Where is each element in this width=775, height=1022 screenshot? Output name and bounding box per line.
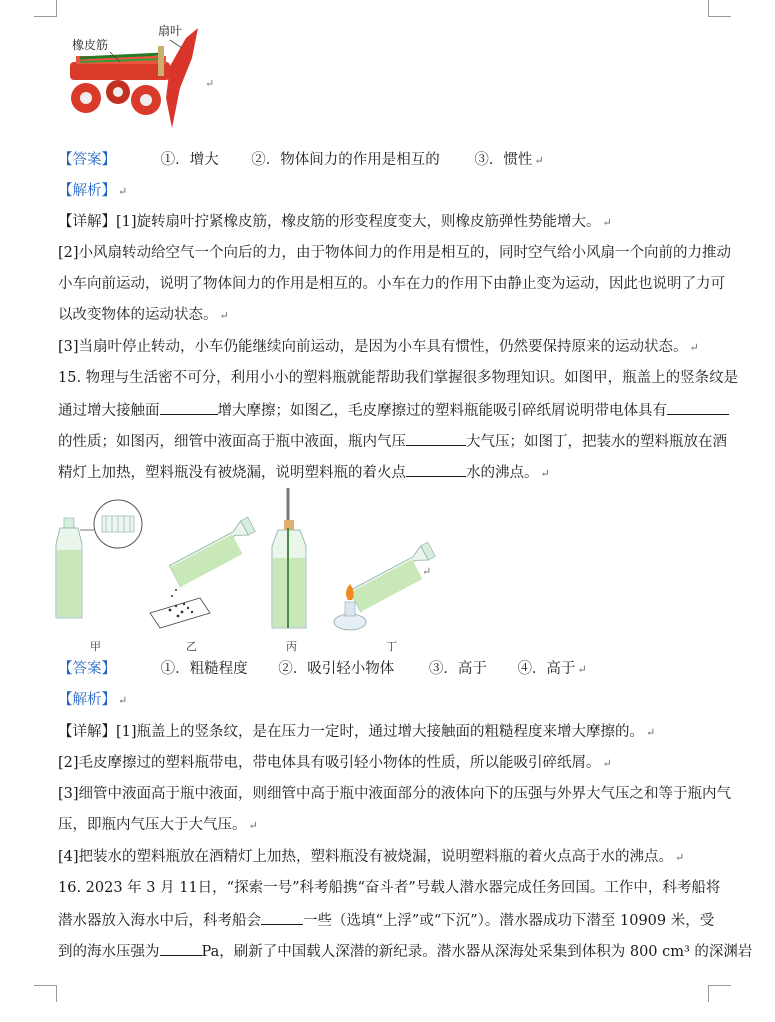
bottle-jia xyxy=(56,500,142,618)
q14-analysis-tag: 【解析】 ↵ xyxy=(58,183,128,199)
q15-detail-3b: 压，即瓶内气压大于大气压。 ↵ xyxy=(58,817,258,833)
crop-mark-bottom-left xyxy=(34,985,57,1002)
answer-tag: 【答案】 xyxy=(58,661,116,677)
q14-answer-2: ②．物体间力的作用是相互的 xyxy=(251,152,440,168)
blank-3 xyxy=(406,430,466,446)
toy-car-figure xyxy=(58,18,218,140)
q15-stem-4: 精灯上加热，塑料瓶没有被烧漏，说明塑料瓶的着火点 水的沸点。 ↵ xyxy=(58,461,550,484)
label-rubber-band: 橡皮筋 xyxy=(72,38,109,52)
q14-answer-3: ③．惯性 xyxy=(474,152,533,168)
q15-answer-line: 【答案】 ①．粗糙程度 ②．吸引轻小物体 ③．高于 ④．高于 ↵ xyxy=(58,661,587,677)
bottle-illustrations xyxy=(50,488,450,658)
flame xyxy=(346,584,354,600)
q15-answer-4: ④．高于 xyxy=(517,661,576,677)
caption-bing: 丙 xyxy=(286,640,297,653)
alcohol-lamp xyxy=(334,614,366,630)
crop-mark-top-right xyxy=(708,0,731,17)
q14-answer-1: ①．增大 xyxy=(160,152,219,168)
crop-mark-bottom-right xyxy=(708,985,731,1002)
q15-stem-1: 15. 物理与生活密不可分，利用小小的塑料瓶就能帮助我们掌握很多物理知识。如图甲，瓶盖上的竖条纹是 xyxy=(58,370,739,386)
q15-stem-3: 的性质；如图丙，细管中液面高于瓶中液面，瓶内气压 大气压；如图丁，把装水的塑料瓶放在酒 xyxy=(58,430,727,452)
blank-2 xyxy=(667,399,729,415)
bottle-yi xyxy=(167,517,262,587)
q15-detail-4: [4]把装水的塑料瓶放在酒精灯上加热，塑料瓶没有被烧漏，说明塑料瓶的着火点高于水的沸点。 ↵ xyxy=(58,849,685,865)
label-fan-blade: 扇叶 xyxy=(158,24,183,38)
q15-detail-3a: [3]细管中液面高于瓶中液面，则细管中高于瓶中液面部分的液体向下的压强与外界大气压之和等于瓶内气 xyxy=(58,786,732,802)
q15-analysis-tag: 【解析】 ↵ xyxy=(58,692,128,708)
q14-detail-2b: 小车向前运动，说明了物体间力的作用是相互的。小车在力的作用下由静止变为运动，因此也说明了力可 xyxy=(58,276,725,292)
blank-5 xyxy=(261,909,303,925)
blank-4 xyxy=(406,461,466,477)
q15-answer-3: ③．高于 xyxy=(428,661,487,677)
q14-answer-line: 【答案】 ①．增大 ②．物体间力的作用是相互的 ③．惯性 ↵ xyxy=(58,152,544,168)
paragraph-mark: ↵ xyxy=(205,77,215,90)
caption-jia: 甲 xyxy=(90,640,101,653)
q15-detail-2: [2]毛皮摩擦过的塑料瓶带电，带电体具有吸引轻小物体的性质，所以能吸引碎纸屑。 ↵ xyxy=(58,755,612,771)
bottle-figures xyxy=(50,488,450,658)
q15-answer-1: ①．粗糙程度 xyxy=(160,661,248,677)
leader-lines xyxy=(58,18,218,140)
q15-answer-2: ②．吸引轻小物体 xyxy=(278,661,395,677)
q15-stem-2: 通过增大接触面 增大摩擦；如图乙，毛皮摩擦过的塑料瓶能吸引碎纸屑说明带电体具有 xyxy=(58,399,729,421)
answer-tag: 【答案】 xyxy=(58,152,116,168)
q16-stem-3: 到的海水压强为 Pa，刷新了中国载人深潜的新纪录。潜水器从深海处采集到体积为 800 cm³ 的深渊岩 xyxy=(58,940,752,962)
q16-stem-2: 潜水器放入海水中后，科考船会 一些（选填“上浮”或“下沉”）。潜水器成功下潜至 10909 米，受 xyxy=(58,909,714,931)
blank-1 xyxy=(160,399,218,415)
paper-sheet xyxy=(150,598,210,628)
q15-detail-1: 【详解】[1]瓶盖上的竖条纹，是在压力一定时，通过增大接触面的粗糙程度来增大摩擦的。 ↵ xyxy=(58,724,656,740)
caption-yi: 乙 xyxy=(186,640,197,653)
bottle-bing xyxy=(272,488,306,628)
caption-ding: 丁 xyxy=(386,640,397,653)
q16-stem-1: 16. 2023 年 3 月 11日，“探索一号”科考船携“奋斗者”号载人潜水器完成任务回国。工作中，科考船将 xyxy=(58,880,721,896)
q14-detail-3: [3]当扇叶停止转动，小车仍能继续向前运动，是因为小车具有惯性，仍然要保持原来的运动状态。 ↵ xyxy=(58,339,699,355)
q14-detail-2a: [2]小风扇转动给空气一个向后的力，由于物体间力的作用是相互的，同时空气给小风扇一个向前的力推动 xyxy=(58,245,732,261)
crop-mark-top-left xyxy=(34,0,57,17)
q14-detail-1: 【详解】[1]旋转扇叶拧紧橡皮筋，橡皮筋的形变程度变大，则橡皮筋弹性势能增大。 ↵ xyxy=(58,214,612,230)
q14-detail-2c: 以改变物体的运动状态。 ↵ xyxy=(58,307,229,323)
paragraph-mark-figures: ↵ xyxy=(422,565,432,578)
blank-6 xyxy=(160,940,202,956)
